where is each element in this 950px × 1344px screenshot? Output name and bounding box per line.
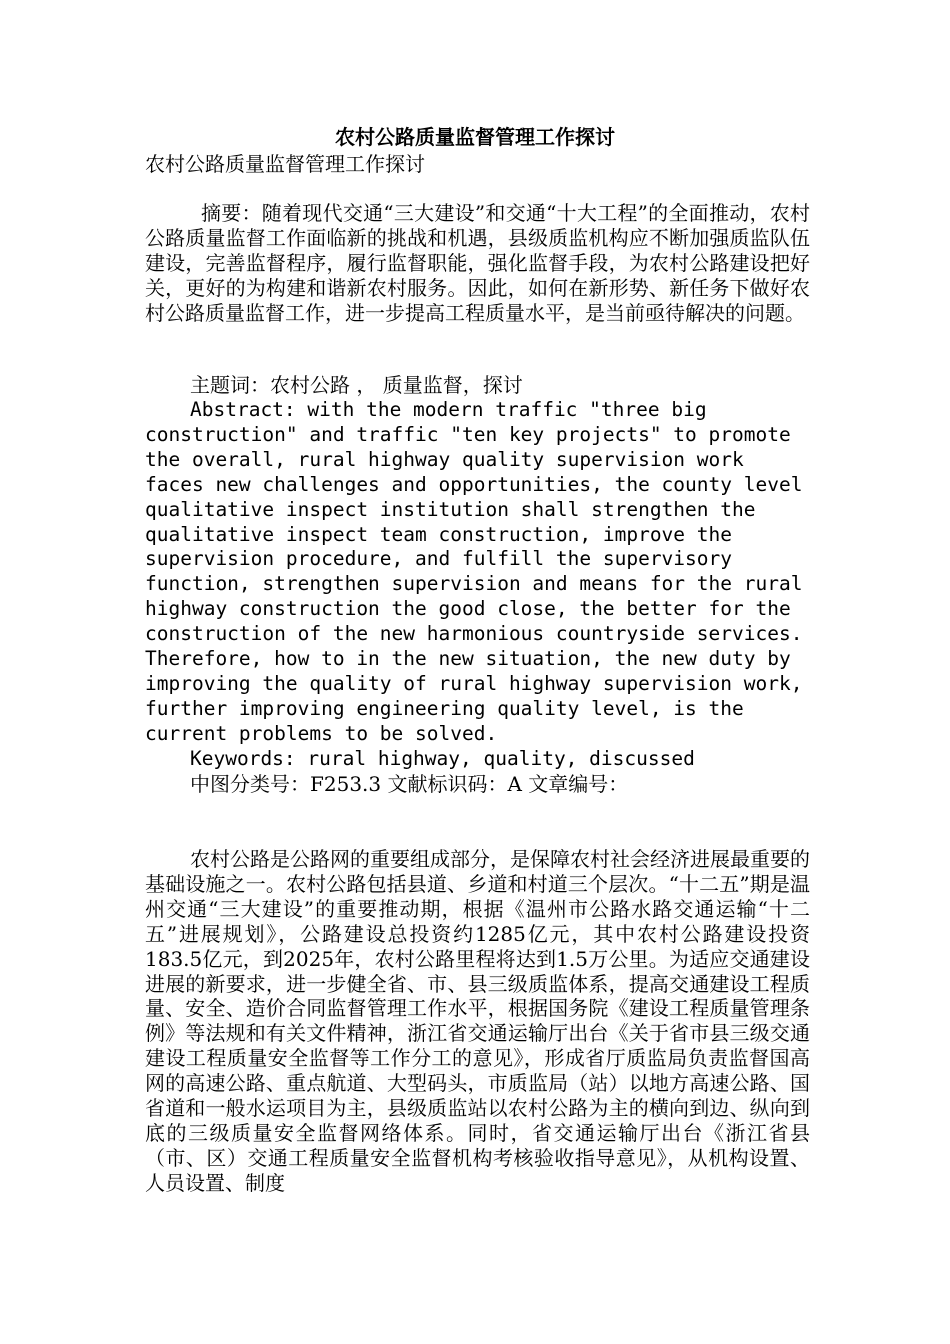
keywords-cn-block <box>145 373 810 398</box>
keywords-en-block <box>145 747 810 772</box>
abstract-cn: 摘要：随着现代交通“三大建设”和交通“十大工程”的全面推动，农村公路质量监督工作面临新的挑战和机遇，县级质监机构应不断加强质监队伍建设，完善监督程序，履行监督职能，强化监督手段，为农村公路建设把好关，更好的为构建和谐新农村服务。因此，如何在新形势、新任务下做好农村公路质量监督工作，进一步提高工程质量水平，是当前亟待解决的问题。 <box>145 201 810 325</box>
keywords-cn: 主题词：农村公路 ， 质量监督，探讨 <box>190 373 523 397</box>
classification-line: 中图分类号：F253.3 文献标识码：A 文章编号： <box>190 772 629 796</box>
body-block <box>145 847 810 1196</box>
abstract-en-block <box>145 398 810 747</box>
document-subtitle: 农村公路质量监督管理工作探讨 <box>145 152 425 176</box>
document-title: 农村公路质量监督管理工作探讨 <box>335 125 615 149</box>
abstract-en: Abstract: with the modern traffic "three big construction" and traffic "ten key projects" to promote the overall, rural highway quality supervision work faces new challenges and opportunities, the county level qualitative inspect institution shall strengthen the qualitative inspect team construction, improve the supervision procedure, and fulfill the supervisory function, strengthen supervision and means for the rural highway construction the good close, the better for the construction of the new harmonious countryside services. Therefore, how to in the new situation, the new duty by improving the quality of rural highway supervision work, further improving engineering quality level, is the current problems to be solved. <box>145 398 803 745</box>
keywords-en: Keywords: rural highway, quality, discussed <box>190 747 695 770</box>
body-paragraph: 农村公路是公路网的重要组成部分，是保障农村社会经济进展最重要的基础设施之一。农村公路包括县道、乡道和村道三个层次。“十二五”期是温州交通“三大建设”的重要推动期，根据《温州市公路水路交通运输“十二五”进展规划》，公路建设总投资约1285亿元，其中农村公路建设投资183.5亿元，到2025年，农村公路里程将达到1.5万公里。为适应交通建设进展的新要求，进一步健全省、市、县三级质监体系，提高交通建设工程质量、安全、造价合同监督管理工作水平，根据国务院《建设工程质量管理条例》等法规和有关文件精神，浙江省交通运输厅出台《关于省市县三级交通建设工程质量安全监督等工作分工的意见》，形成省厅质监局负责监督国高网的高速公路、重点航道、大型码头，市质监局（站）以地方高速公路、国省道和一般水运项目为主，县级质监站以农村公路为主的横向到边、纵向到底的三级质量安全监督网络体系。同时，省交通运输厅出台《浙江省县（市、区）交通工程质量安全监督机构考核验收指导意见》，从机构设置、人员设置、制度 <box>145 847 810 1195</box>
classification-block <box>145 772 810 797</box>
abstract-cn-block <box>145 201 810 326</box>
